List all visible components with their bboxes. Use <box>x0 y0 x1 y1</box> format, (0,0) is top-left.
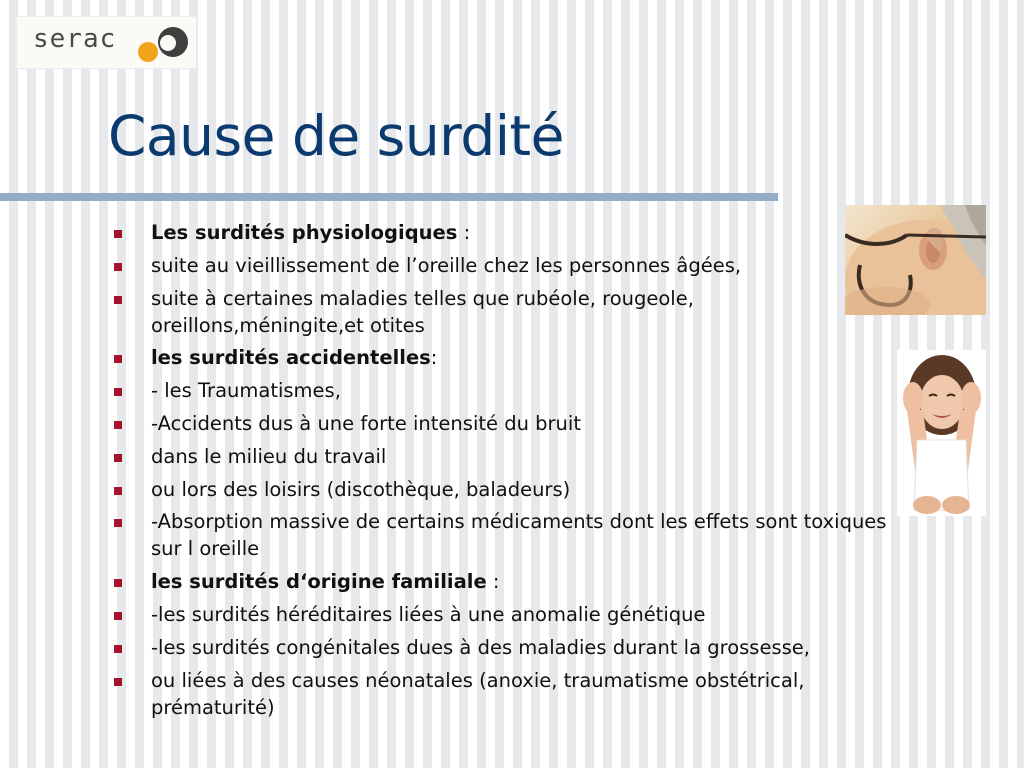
elderly-man-hearing-aid-photo <box>845 205 986 315</box>
woman-covering-ears-icon <box>897 350 986 516</box>
bullet-text: ou lors des loisirs (discothèque, baladeurs) <box>151 477 571 501</box>
list-item <box>0 634 891 661</box>
list-item <box>0 410 891 437</box>
bullet-bold: les surdités accidentelles <box>151 346 431 370</box>
bullet-text: : <box>486 570 500 594</box>
serac-logo-mark-icon <box>135 23 189 65</box>
list-item <box>0 568 891 595</box>
bullet-square-icon <box>114 296 122 304</box>
bullet-text: suite à certaines maladies telles que rubéole, rougeole, oreillons,méningite,et otites <box>151 286 694 337</box>
list-item <box>0 252 891 279</box>
bullet-square-icon <box>114 645 122 653</box>
bullet-square-icon <box>114 612 122 620</box>
bullet-text: -Accidents dus à une forte intensité du bruit <box>151 411 581 435</box>
serac-logo <box>16 16 197 69</box>
list-item <box>0 667 891 721</box>
bullet-square-icon <box>114 230 122 238</box>
bullet-text: ou liées à des causes néonatales (anoxie, traumatisme obstétrical, prématurité) <box>151 668 805 719</box>
list-item <box>0 601 891 628</box>
bullet-square-icon <box>114 487 122 495</box>
bullet-list <box>0 219 887 726</box>
title-divider <box>0 193 778 201</box>
woman-covering-ears-photo <box>897 350 986 516</box>
list-item <box>0 344 891 371</box>
bullet-square-icon <box>114 579 122 587</box>
slide-title: Cause de surdité <box>108 104 564 168</box>
bullet-text: - les Traumatismes, <box>151 379 341 403</box>
bullet-square-icon <box>114 388 122 396</box>
bullet-text: dans le milieu du travail <box>151 444 387 468</box>
bullet-square-icon <box>114 355 122 363</box>
list-item <box>0 219 891 246</box>
list-item <box>0 285 891 339</box>
list-item <box>0 508 891 562</box>
logo-text: serac <box>33 24 117 54</box>
bullet-square-icon <box>114 519 122 527</box>
bullet-bold: Les surdités physiologiques <box>151 221 458 244</box>
list-item <box>0 443 891 470</box>
list-item <box>0 476 891 503</box>
bullet-text: : <box>457 221 471 244</box>
bullet-square-icon <box>114 454 122 462</box>
bullet-text: suite au vieillissement de l’oreille chez les personnes âgées, <box>151 253 742 277</box>
bullet-text: -les surdités héréditaires liées à une anomalie génétique <box>151 602 706 626</box>
bullet-bold: les surdités d‘origine familiale <box>151 570 487 594</box>
elderly-man-with-glasses-and-hearing-aid-icon <box>845 205 986 315</box>
bullet-text: -Absorption massive de certains médicaments dont les effets sont toxiques sur l oreille <box>151 510 887 561</box>
bullet-square-icon <box>114 678 122 686</box>
bullet-square-icon <box>114 421 122 429</box>
bullet-text: -les surdités congénitales dues à des maladies durant la grossesse, <box>151 635 810 659</box>
list-item <box>0 377 891 404</box>
bullet-text: : <box>430 346 438 370</box>
bullet-square-icon <box>114 263 122 271</box>
